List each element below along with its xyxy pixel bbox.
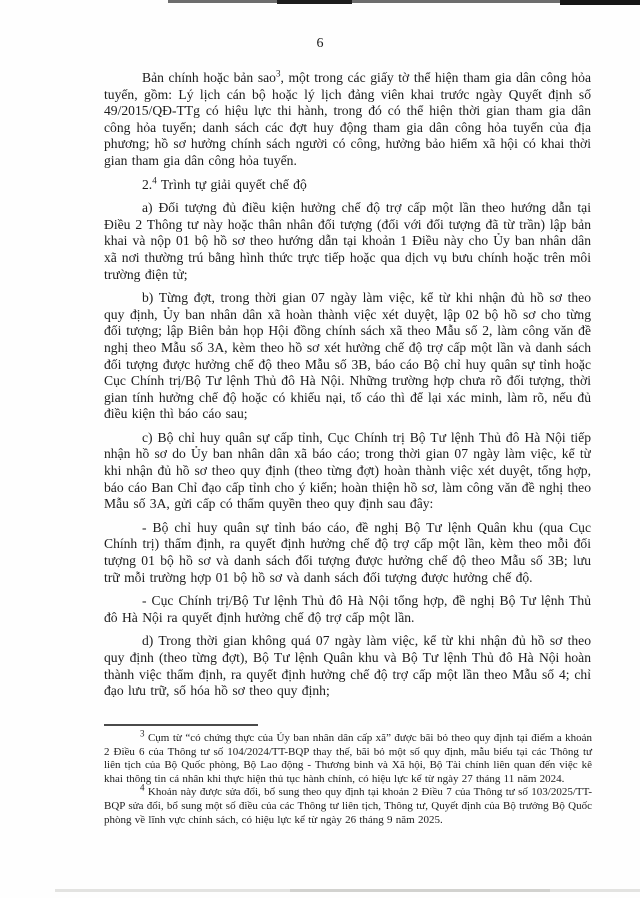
footnote-marker: 3 <box>140 728 145 739</box>
text-segment: Cụm từ “có chứng thực của Ủy ban nhân dân cấp xã” được bãi bỏ theo quy định tại điểm a khoản 2 Điều 6 của Thông tư số 104/2024/TT-BQP thay thế, bãi bỏ một số quy định, mẫu biểu tại các Thông tư liên tịch của Bộ Quốc phòng, Bộ Lao động - Thương binh và Xã hội, Bộ Tài chính liên quan đến việc kê khai thông tin cá nhân khi thực hiện thủ tục hành chính, có hiệu lực kể từ ngày 27 tháng 11 năm 2024. <box>104 732 592 785</box>
text-segment: - Bộ chỉ huy quân sự tỉnh báo cáo, đề nghị Bộ Tư lệnh Quân khu (qua Cục Chính trị) thẩm định, ra quyết định hưởng chế độ trợ cấp một lần, kèm theo mỗi đối tượng 01 bộ hồ sơ và danh sách đối tượng được hưởng chế độ theo Mẫu số 3B; lưu trữ mỗi trường hợp 01 bộ hồ sơ và danh sách đối tượng được hưởng chế độ. <box>104 519 591 585</box>
footnote-marker: 4 <box>140 782 145 793</box>
paragraph-a <box>104 200 591 283</box>
text-segment: Khoản này được sửa đổi, bổ sung theo quy định tại khoản 2 Điều 7 của Thông tư số 103/2025/TT-BQP sửa đổi, bổ sung một số điều của các Thông tư liên tịch, Thông tư, Quyết định của Bộ trưởng Bộ Quốc phòng về lĩnh vực chính sách, có hiệu lực kể từ ngày 26 tháng 9 năm 2025. <box>104 786 592 826</box>
document-body <box>104 70 591 722</box>
page-number: 6 <box>316 36 324 51</box>
footnote-block <box>104 724 592 827</box>
paragraph-c-dash-1 <box>104 520 591 586</box>
text-segment: c) Bộ chỉ huy quân sự cấp tỉnh, Cục Chính trị Bộ Tư lệnh Thủ đô Hà Nội tiếp nhận hồ sơ do Ủy ban nhân dân xã báo cáo; trong thời gian 07 ngày làm việc, kể từ khi nhận đủ hồ sơ theo quy định (theo từng đợt) hoàn thành việc xét duyệt, tổng hợp, báo cáo Ban Chỉ đạo cấp tỉnh cho ý kiến; hoàn thiện hồ sơ, làm công văn đề nghị theo Mẫu số 3A, gửi cấp có thẩm quyền theo quy định sau đây: <box>104 429 591 512</box>
paragraph-d <box>104 633 591 699</box>
text-segment: Bản chính hoặc bản sao <box>142 70 276 85</box>
text-segment: 2. <box>142 176 153 192</box>
text-segment: d) Trong thời gian không quá 07 ngày làm việc, kể từ khi nhận đủ hồ sơ theo quy định (theo từng đợt), Bộ Tư lệnh Quân khu và Bộ Tư lệnh Thủ đô Hà Nội hoàn thành việc thẩm định, ra quyết định hưởng chế độ trợ cấp một lần theo Mẫu số 4; chỉ đạo lưu trữ, số hóa hồ sơ theo quy định; <box>104 633 591 699</box>
footnote-separator <box>104 724 258 726</box>
text-segment: , một trong các giấy tờ thể hiện tham gia dân công hỏa tuyến, gồm: Lý lịch cán bộ hoặc lý lịch đảng viên khai trước ngày Quyết định số 49/2015/QĐ-TTg có hiệu lực thi hành, trong đó có thể hiện thời gian tham gia dân công hỏa tuyến; danh sách các đợt huy động tham gia dân công hỏa tuyến của địa phương; hồ sơ hưởng chính sách người có công, hưởng bảo hiểm xã hội có khai thời gian tham gia dân công hỏa tuyến. <box>104 70 591 168</box>
scan-artifact-top-dark-right <box>560 0 640 5</box>
text-segment: - Cục Chính trị/Bộ Tư lệnh Thủ đô Hà Nội tổng hợp, đề nghị Bộ Tư lệnh Thủ đô Hà Nội ra quyết định hưởng chế độ trợ cấp một lần. <box>104 593 591 625</box>
text-segment: b) Từng đợt, trong thời gian 07 ngày làm việc, kể từ khi nhận đủ hồ sơ theo quy định, Ủy ban nhân dân xã hoàn thành việc xét duyệt, lập 02 bộ hồ sơ cho từng đối tượng; lập Biên bản họp Hội đồng chính sách xã theo Mẫu số 2, làm công văn đề nghị theo Mẫu số 3A, kèm theo hồ sơ xét hưởng chế độ trợ cấp một lần và danh sách đối tượng được hưởng chế độ theo Mẫu số 3B, báo cáo Bộ chỉ huy quân sự tỉnh hoặc Cục Chính trị/Bộ Tư lệnh Thủ đô Hà Nội. Những trường hợp chưa rõ đối tượng, thời gian tính hưởng chế độ hoặc có khiếu nại, tố cáo thì để lại xác minh, làm rõ, nếu đủ điều kiện thì báo cáo sau; <box>104 290 591 422</box>
paragraph-c <box>104 430 591 513</box>
footnote-3 <box>104 728 592 786</box>
footnote-marker: 4 <box>152 175 157 186</box>
heading-section-2 <box>104 177 591 194</box>
scan-artifact-bottom-dark <box>290 889 550 892</box>
scan-artifact-top-dark-left <box>277 0 352 4</box>
text-segment: Trình tự giải quyết chế độ <box>156 176 307 192</box>
footnotes <box>104 728 592 827</box>
paragraph-c-dash-2 <box>104 593 591 626</box>
footnote-4 <box>104 782 592 827</box>
footnote-marker: 3 <box>275 70 281 79</box>
paragraph-b <box>104 290 591 423</box>
text-segment: a) Đối tượng đủ điều kiện hưởng chế độ trợ cấp một lần theo hướng dẫn tại Điều 2 Thông tư này hoặc thân nhân đối tượng (đối với đối tượng đã từ trần) lập bản khai và nộp 01 bộ hồ sơ theo hướng dẫn tại khoản 1 Điều này cho Ủy ban nhân dân xã nơi thường trú bằng hình thức trực tiếp hoặc qua dịch vụ bưu chính hoặc trên môi trường điện tử; <box>104 200 591 282</box>
paragraph-intro <box>104 70 591 170</box>
